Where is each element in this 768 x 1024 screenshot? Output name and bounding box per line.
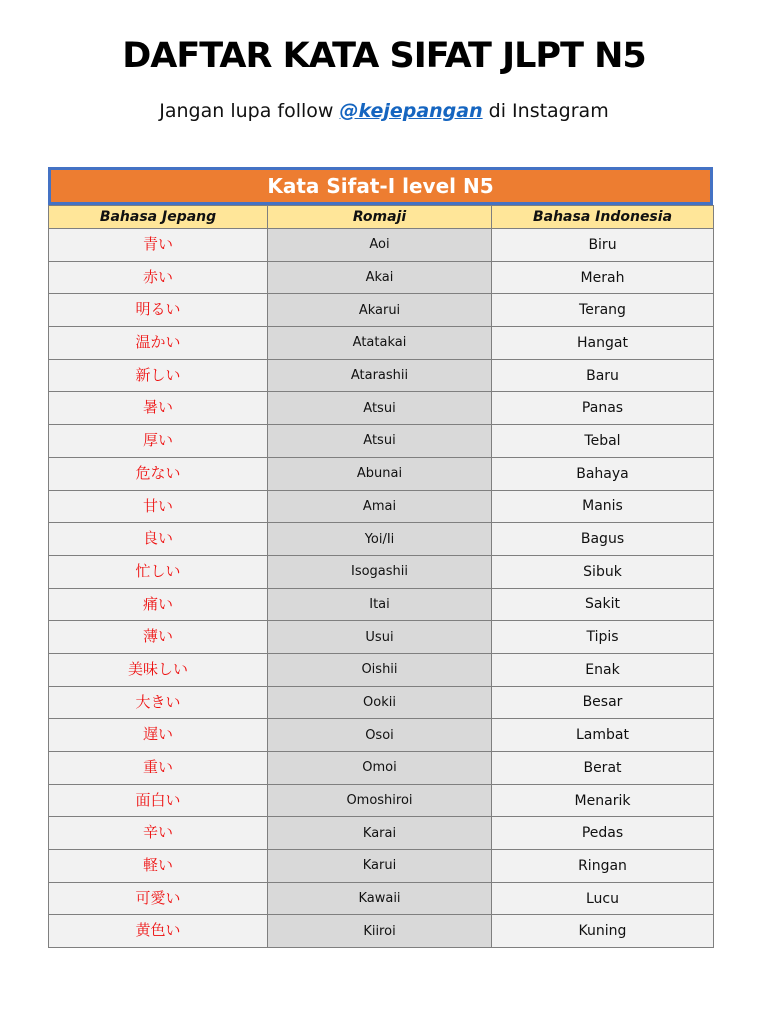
table-row — [49, 686, 714, 719]
cell-indonesian: Lambat — [492, 719, 714, 752]
cell-romaji: Akai — [268, 261, 492, 294]
page-title: DAFTAR KATA SIFAT JLPT N5 — [122, 36, 646, 76]
cell-indonesian: Tipis — [492, 621, 714, 654]
header-indonesian: Bahasa Indonesia — [492, 206, 714, 229]
cell-japanese: 忙しい — [49, 555, 268, 588]
cell-indonesian: Manis — [492, 490, 714, 523]
table-row — [49, 719, 714, 752]
adjective-table — [48, 167, 713, 948]
cell-indonesian: Lucu — [492, 882, 714, 915]
table-row — [49, 752, 714, 785]
cell-japanese: 温かい — [49, 327, 268, 360]
cell-japanese: 黄色い — [49, 915, 268, 948]
cell-indonesian: Merah — [492, 261, 714, 294]
table-row — [49, 915, 714, 948]
table-row — [49, 229, 714, 262]
cell-romaji: Omoi — [268, 752, 492, 785]
cell-japanese: 新しい — [49, 359, 268, 392]
table-row — [49, 261, 714, 294]
header-row — [49, 206, 714, 229]
table-row — [49, 523, 714, 556]
cell-japanese: 良い — [49, 523, 268, 556]
cell-indonesian: Bagus — [492, 523, 714, 556]
cell-indonesian: Menarik — [492, 784, 714, 817]
cell-romaji: Yoi/Ii — [268, 523, 492, 556]
cell-indonesian: Enak — [492, 653, 714, 686]
subtitle — [0, 100, 768, 122]
cell-romaji: Aoi — [268, 229, 492, 262]
cell-japanese: 遅い — [49, 719, 268, 752]
cell-indonesian: Tebal — [492, 425, 714, 458]
cell-romaji: Atatakai — [268, 327, 492, 360]
cell-japanese: 青い — [49, 229, 268, 262]
cell-indonesian: Berat — [492, 752, 714, 785]
table-row — [49, 653, 714, 686]
cell-romaji: Kiiroi — [268, 915, 492, 948]
cell-romaji: Karai — [268, 817, 492, 850]
cell-japanese: 薄い — [49, 621, 268, 654]
subtitle-prefix: Jangan lupa follow — [159, 100, 340, 122]
cell-japanese: 大きい — [49, 686, 268, 719]
cell-indonesian: Terang — [492, 294, 714, 327]
cell-japanese: 赤い — [49, 261, 268, 294]
vocabulary-table — [48, 205, 714, 948]
cell-romaji: Omoshiroi — [268, 784, 492, 817]
cell-japanese: 痛い — [49, 588, 268, 621]
table-row — [49, 457, 714, 490]
cell-japanese: 甘い — [49, 490, 268, 523]
cell-japanese: 軽い — [49, 850, 268, 883]
cell-romaji: Amai — [268, 490, 492, 523]
table-row — [49, 850, 714, 883]
cell-indonesian: Hangat — [492, 327, 714, 360]
table-row — [49, 621, 714, 654]
cell-japanese: 明るい — [49, 294, 268, 327]
cell-romaji: Isogashii — [268, 555, 492, 588]
cell-indonesian: Kuning — [492, 915, 714, 948]
cell-indonesian: Sakit — [492, 588, 714, 621]
cell-japanese: 辛い — [49, 817, 268, 850]
instagram-handle-link[interactable]: @kejepangan — [339, 100, 483, 122]
table-body — [49, 229, 714, 948]
table-row — [49, 555, 714, 588]
table-row — [49, 425, 714, 458]
cell-romaji: Karui — [268, 850, 492, 883]
header-japanese: Bahasa Jepang — [49, 206, 268, 229]
table-row — [49, 327, 714, 360]
table-row — [49, 359, 714, 392]
cell-romaji: Atsui — [268, 392, 492, 425]
header-romaji: Romaji — [268, 206, 492, 229]
table-row — [49, 784, 714, 817]
cell-indonesian: Panas — [492, 392, 714, 425]
cell-romaji: Osoi — [268, 719, 492, 752]
cell-japanese: 暑い — [49, 392, 268, 425]
cell-indonesian: Pedas — [492, 817, 714, 850]
cell-romaji: Akarui — [268, 294, 492, 327]
table-row — [49, 817, 714, 850]
subtitle-suffix: di Instagram — [482, 100, 609, 122]
cell-japanese: 美味しい — [49, 653, 268, 686]
cell-romaji: Usui — [268, 621, 492, 654]
cell-indonesian: Ringan — [492, 850, 714, 883]
cell-romaji: Abunai — [268, 457, 492, 490]
cell-japanese: 可愛い — [49, 882, 268, 915]
cell-romaji: Kawaii — [268, 882, 492, 915]
cell-indonesian: Bahaya — [492, 457, 714, 490]
cell-romaji: Oishii — [268, 653, 492, 686]
table-row — [49, 588, 714, 621]
table-row — [49, 490, 714, 523]
cell-japanese: 重い — [49, 752, 268, 785]
table-row — [49, 294, 714, 327]
table-banner: Kata Sifat-I level N5 — [48, 167, 713, 205]
cell-romaji: Itai — [268, 588, 492, 621]
cell-romaji: Ookii — [268, 686, 492, 719]
cell-indonesian: Besar — [492, 686, 714, 719]
cell-japanese: 面白い — [49, 784, 268, 817]
table-row — [49, 882, 714, 915]
cell-japanese: 危ない — [49, 457, 268, 490]
cell-indonesian: Baru — [492, 359, 714, 392]
cell-romaji: Atsui — [268, 425, 492, 458]
cell-japanese: 厚い — [49, 425, 268, 458]
cell-indonesian: Biru — [492, 229, 714, 262]
cell-romaji: Atarashii — [268, 359, 492, 392]
table-row — [49, 392, 714, 425]
cell-indonesian: Sibuk — [492, 555, 714, 588]
